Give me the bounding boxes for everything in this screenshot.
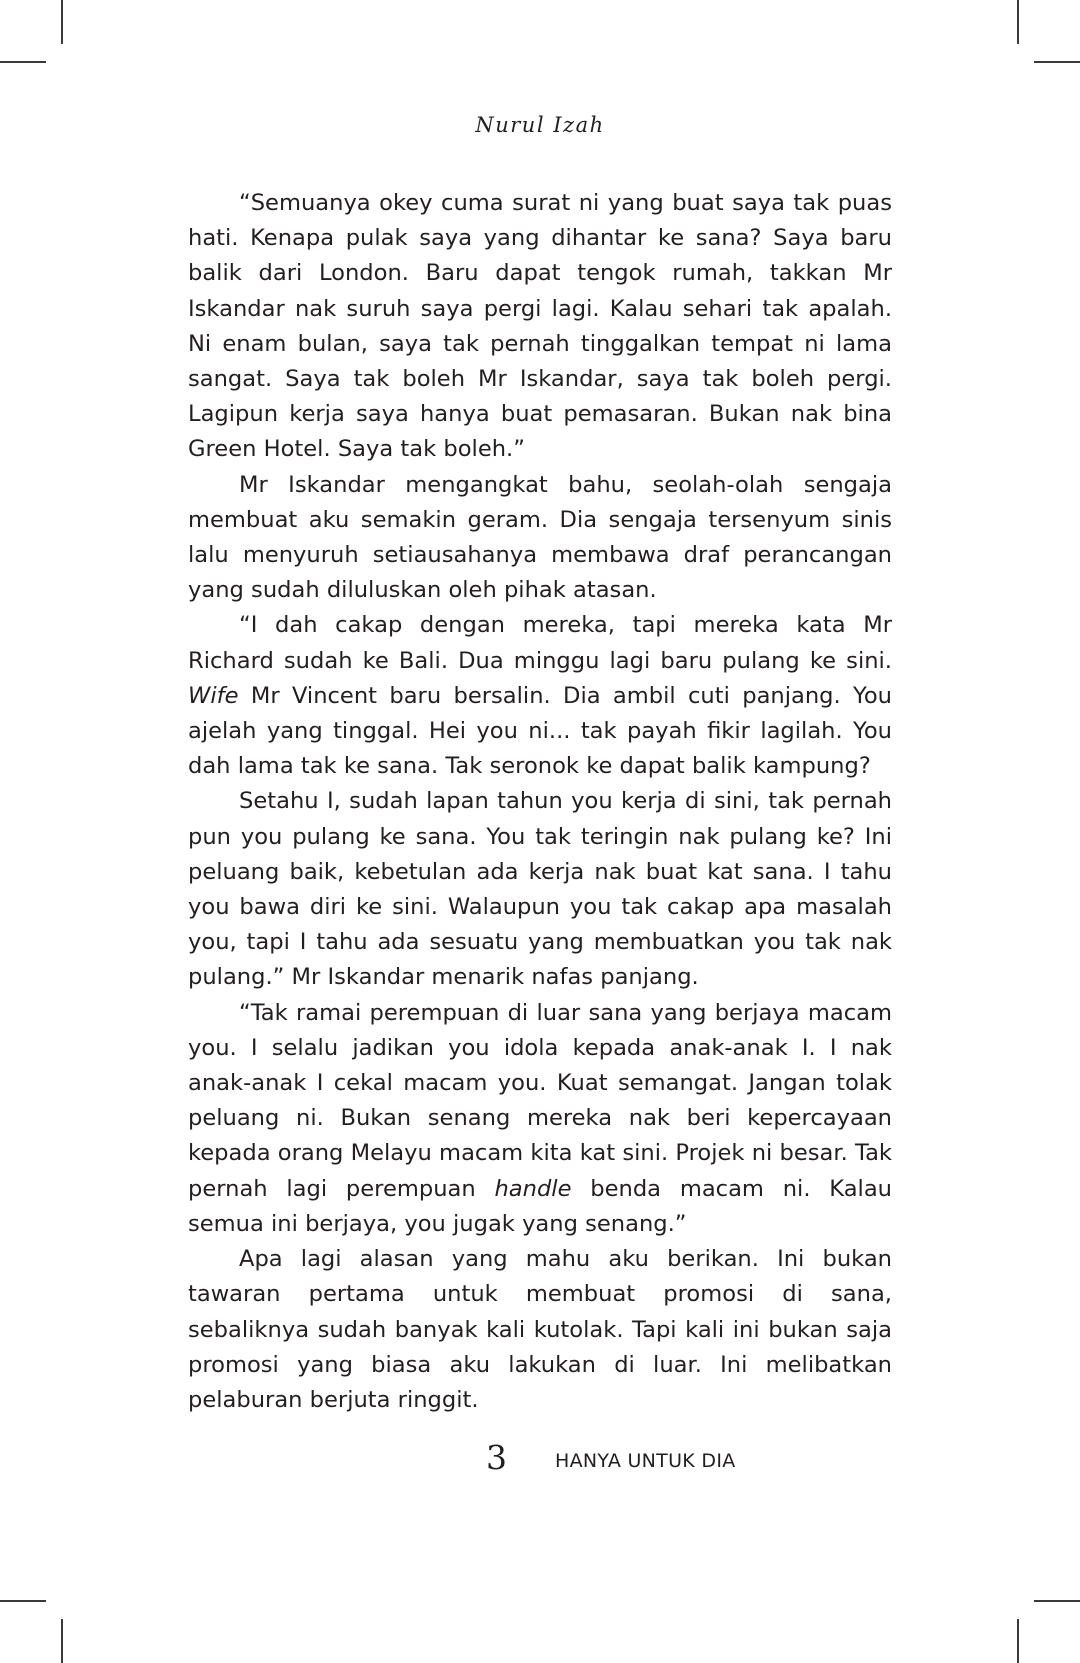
crop-mark-bottom-right-vertical <box>1017 1619 1019 1663</box>
paragraph <box>188 468 892 609</box>
text-segment: Apa lagi alasan yang mahu aku berikan. Ini bukan tawaran pertama untuk membuat promosi di sana, sebaliknya sudah banyak kali kutolak. Tapi kali ini bukan saja promosi yang biasa aku lakukan di luar. Ini melibatkan pelaburan berjuta ringgit. <box>188 1246 892 1413</box>
text-segment: Mr Vincent baru bersalin. Dia ambil cuti panjang. You ajelah yang tinggal. Hei you ni... tak payah fikir lagilah. You dah lama tak ke sana. Tak seronok ke dapat balik kampung? <box>188 682 892 780</box>
italic-text: Wife <box>188 682 239 709</box>
text-segment: “Semuanya okey cuma surat ni yang buat saya tak puas hati. Kenapa pulak saya yang dihantar ke sana? Saya baru balik dari London. Baru dapat tengok rumah, takkan Mr Iskandar nak suruh saya pergi lagi. Kalau sehari tak apalah. Ni enam bulan, saya tak pernah tinggalkan tempat ni lama sangat. Saya tak boleh Mr Iskandar, saya tak boleh pergi. Lagipun kerja saya hanya buat pemasaran. Bukan nak bina Green Hotel. Saya tak boleh.” <box>188 190 892 463</box>
text-segment: Setahu I, sudah lapan tahun you kerja di sini, tak pernah pun you pulang ke sana. You tak teringin nak pulang ke? Ini peluang baik, kebetulan ada kerja nak buat kat sana. I tahu you bawa diri ke sini. Walaupun you tak cakap apa masalah you, tapi I tahu ada sesuatu yang membuatkan you tak nak pulang.” Mr Iskandar menarik nafas panjang. <box>188 788 892 991</box>
text-segment: “I dah cakap dengan mereka, tapi mereka kata Mr Richard sudah ke Bali. Dua minggu lagi baru pulang ke sini. <box>188 612 892 674</box>
italic-text: handle <box>494 1175 572 1202</box>
crop-mark-bottom-left-vertical <box>61 1619 63 1663</box>
crop-mark-bottom-left-horizontal <box>0 1600 46 1602</box>
paragraph <box>188 1242 892 1418</box>
text-segment: “Tak ramai perempuan di luar sana yang berjaya macam you. I selalu jadikan you idola kepada anak-anak I. I nak anak-anak I cekal macam you. Kuat semangat. Jangan tolak peluang ni. Bukan senang mereka nak beri kepercayaan kepada orang Melayu macam kita kat sini. Projek ni besar. Tak pernah lagi perempuan <box>188 999 892 1202</box>
paragraph <box>188 996 892 1242</box>
paragraph <box>188 186 892 468</box>
page-number: 3 <box>486 1438 507 1477</box>
book-title-footer: HANYA UNTUK DIA <box>555 1450 736 1472</box>
crop-mark-top-left-horizontal <box>0 61 46 63</box>
crop-mark-bottom-right-horizontal <box>1034 1600 1080 1602</box>
paragraph <box>188 784 892 995</box>
paragraph <box>188 608 892 784</box>
crop-mark-top-right-horizontal <box>1034 61 1080 63</box>
text-segment: Mr Iskandar mengangkat bahu, seolah-olah sengaja membuat aku semakin geram. Dia sengaja tersenyum sinis lalu menyuruh setiausahanya membawa draf perancangan yang sudah diluluskan oleh pihak atasan. <box>188 471 892 604</box>
body-text <box>188 186 892 1418</box>
running-head-author: Nurul Izah <box>475 113 605 137</box>
crop-mark-top-right-vertical <box>1017 0 1019 44</box>
crop-mark-top-left-vertical <box>61 0 63 44</box>
text-segment: benda macam ni. Kalau semua ini berjaya, you jugak yang senang.” <box>188 1175 892 1237</box>
